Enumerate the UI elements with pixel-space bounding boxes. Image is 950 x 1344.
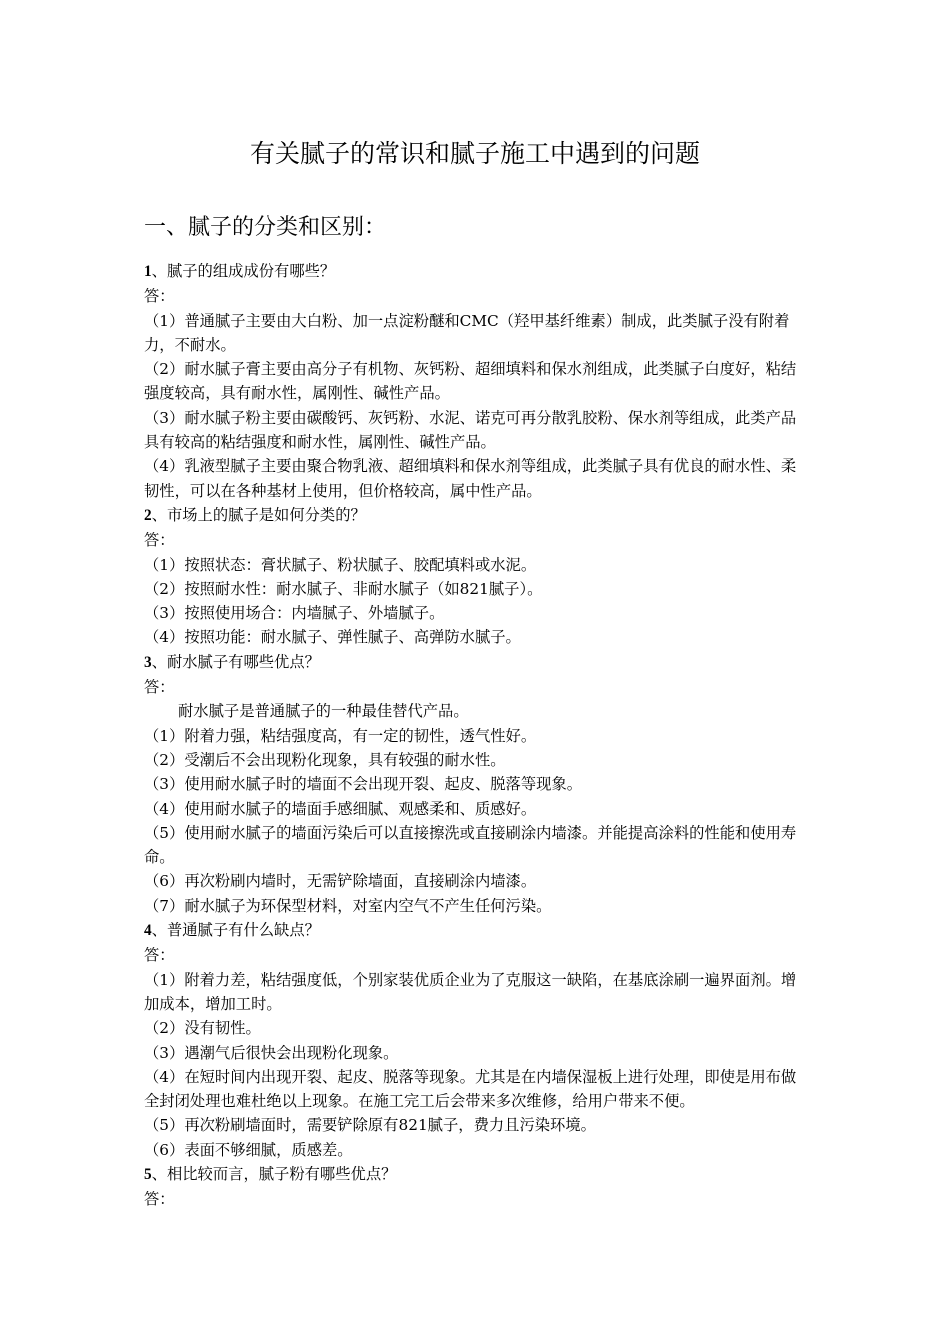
question-heading (144, 918, 808, 943)
paragraph: （2）按照耐水性：耐水腻子、非耐水腻子（如821腻子）。 (144, 579, 543, 598)
paragraph: （3）耐水腻子粉主要由碳酸钙、灰钙粉、水泥、诺克可再分散乳胶粉、保水剂等组成，此类产品具有较高的粘结强度和耐水性，属刚性、碱性产品。 (144, 408, 797, 452)
paragraph: （3）使用耐水腻子时的墙面不会出现开裂、起皮、脱落等现象。 (144, 775, 583, 794)
question-number: 3 (144, 653, 152, 671)
paragraph: （1）按照状态：膏状腻子、粉状腻子、胶配填料或水泥。 (144, 555, 537, 574)
question-number: 4 (144, 922, 152, 940)
question-number: 2 (144, 506, 152, 524)
indented-paragraph: 耐水腻子是普通腻子的一种最佳替代产品。 (178, 702, 469, 721)
paragraph: （1）附着力强，粘结强度高，有一定的韧性，透气性好。 (144, 726, 537, 745)
question-text: 、腻子的组成成份有哪些？ (151, 262, 336, 280)
paragraph: （3）按照使用场合：内墙腻子、外墙腻子。 (144, 604, 445, 623)
paragraph: （4）按照功能：耐水腻子、弹性腻子、高弹防水腻子。 (144, 628, 521, 647)
paragraph: （7）耐水腻子为环保型材料，对室内空气不产生任何污染。 (144, 896, 552, 915)
paragraph: 答： (144, 678, 175, 697)
question-heading (144, 503, 808, 528)
paragraph: （6）表面不够细腻，质感差。 (144, 1140, 353, 1159)
paragraph: 答： (144, 287, 175, 306)
paragraph: （2）耐水腻子膏主要由高分子有机物、灰钙粉、超细填料和保水剂组成，此类腻子白度好，粘结强度较高，具有耐水性，属刚性、碱性产品。 (144, 360, 797, 403)
document-body (144, 259, 808, 1212)
paragraph: 答： (144, 1190, 175, 1209)
question-text: 、耐水腻子有哪些优点？ (151, 652, 320, 671)
paragraph: （2）受潮后不会出现粉化现象，具有较强的耐水性。 (144, 750, 506, 769)
section-heading: 一、腻子的分类和区别： (144, 215, 387, 240)
paragraph: （1）附着力差，粘结强度低，个别家装优质企业为了克服这一缺陷，在基底涂刷一遍界面剂。增加成本，增加工时。 (144, 970, 797, 1013)
paragraph: （4）乳液型腻子主要由聚合物乳液、超细填料和保水剂等组成，此类腻子具有优良的耐水性、柔韧性，可以在各种基材上使用，但价格较高，属中性产品。 (144, 457, 797, 500)
question-number: 1 (144, 263, 152, 280)
paragraph: （5）再次粉刷墙面时，需要铲除原有821腻子，费力且污染环境。 (144, 1116, 596, 1135)
question-heading (144, 650, 808, 675)
question-heading (144, 1162, 808, 1187)
paragraph: （3）遇潮气后很快会出现粉化现象。 (144, 1043, 399, 1062)
paragraph: （4）使用耐水腻子的墙面手感细腻、观感柔和、质感好。 (144, 799, 537, 818)
paragraph: 答： (144, 946, 175, 965)
question-text: 、市场上的腻子是如何分类的？ (151, 505, 366, 524)
question-heading (144, 259, 808, 284)
document-title: 有关腻子的常识和腻子施工中遇到的问题 (249, 139, 700, 168)
paragraph: （5）使用耐水腻子的墙面污染后可以直接擦洗或直接刷涂内墙漆。并能提高涂料的性能和使用寿命。 (144, 823, 797, 867)
question-text: 、普通腻子有什么缺点？ (151, 921, 320, 940)
paragraph: （2）没有韧性。 (144, 1019, 261, 1038)
paragraph: 答： (144, 531, 175, 550)
paragraph: （6）再次粉刷内墙时，无需铲除墙面，直接刷涂内墙漆。 (144, 872, 537, 891)
question-text: 、相比较而言，腻子粉有哪些优点？ (151, 1164, 397, 1183)
paragraph: （4）在短时间内出现开裂、起皮、脱落等现象。尤其是在内墙保湿板上进行处理，即使是用布做全封闭处理也难杜绝以上现象。在施工完工后会带来多次维修，给用户带来不便。 (144, 1067, 797, 1111)
paragraph: （1）普通腻子主要由大白粉、加一点淀粉醚和CMC（羟甲基纤维素）制成，此类腻子没有附着力，不耐水。 (144, 311, 790, 354)
question-number: 5 (144, 1165, 152, 1183)
